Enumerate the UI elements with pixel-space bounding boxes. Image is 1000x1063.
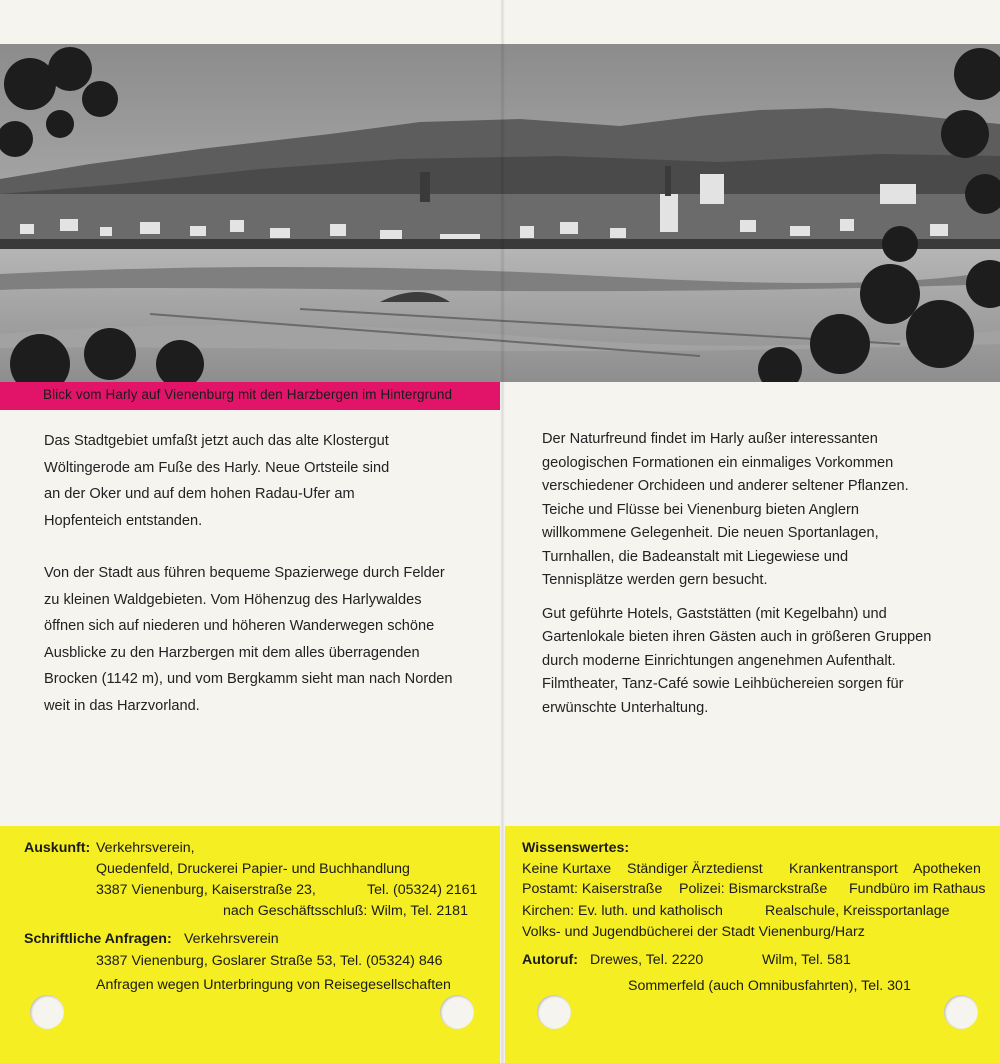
auskunft-line: 3387 Vienenburg, Kaiserstraße 23, — [96, 882, 316, 898]
text-line: willkommene Gelegenheit. Die neuen Sportanlagen, — [542, 525, 879, 541]
caption-band-gap — [500, 382, 1000, 410]
text-line: erwünschte Unterhaltung. — [542, 699, 709, 716]
punch-hole — [440, 995, 474, 1029]
autoruf-entry: Sommerfeld (auch Omnibusfahrten), Tel. 301 — [628, 978, 911, 994]
text-line: Gartenlokale bieten ihren Gästen auch in größeren Gruppen — [542, 629, 932, 645]
anfragen-label: Schriftliche Anfragen: — [24, 931, 172, 947]
text-line: Gut geführte Hotels, Gaststätten (mit Kegelbahn) und — [542, 605, 887, 622]
text-line: Tennisplätze werden gern besucht. — [542, 572, 768, 588]
text-line: Brocken (1142 m), und vom Bergkamm sieht man nach Norden — [44, 671, 453, 687]
info-item: Apotheken — [913, 861, 981, 877]
info-item: Keine Kurtaxe — [522, 861, 612, 877]
punch-hole — [30, 995, 64, 1029]
auskunft-label: Auskunft: — [24, 840, 91, 856]
wissenswertes-label: Wissenswertes: — [522, 840, 630, 856]
anfragen-line: Anfragen wegen Unterbringung von Reisegesellschaften — [96, 977, 451, 993]
autoruf-entry: Wilm, Tel. 581 — [762, 952, 851, 968]
text-line: Filmtheater, Tanz-Café sowie Leihbüchereien sorgen für — [542, 676, 904, 692]
info-item: Polizei: Bismarckstraße — [679, 881, 828, 897]
auskunft-line: nach Geschäftsschluß: Wilm, Tel. 2181 — [223, 903, 468, 919]
text-line: verschiedener Orchideen und anderer seltener Pflanzen. — [542, 478, 909, 494]
text-line: Von der Stadt aus führen bequeme Spazierwege durch Felder — [44, 565, 445, 581]
punch-hole — [944, 995, 978, 1029]
text-line: Turnhallen, die Badeanstalt mit Liegewiese und — [542, 548, 849, 565]
text-line: Hopfenteich entstanden. — [44, 512, 203, 529]
text-line: Das Stadtgebiet umfaßt jetzt auch das alte Klostergut — [44, 433, 389, 449]
text-line: Der Naturfreund findet im Harly außer interessanten — [542, 431, 878, 447]
text-line: Teiche und Flüsse bei Vienenburg bieten Anglern — [542, 501, 859, 518]
info-item: Kirchen: Ev. luth. und katholisch — [522, 903, 723, 919]
auskunft-phone: Tel. (05324) 2161 — [367, 882, 478, 898]
info-item: Volks- und Jugendbücherei der Stadt Vienenburg/Harz — [522, 924, 865, 940]
punch-hole — [537, 995, 571, 1029]
text-line: weit in das Harzvorland. — [44, 697, 200, 714]
text-line: Wöltingerode am Fuße des Harly. Neue Ortsteile sind — [44, 459, 390, 476]
info-item: Postamt: Kaiserstraße — [522, 881, 663, 897]
photo-caption: Blick vom Harly auf Vienenburg mit den Harzbergen im Hintergrund — [43, 387, 453, 402]
autoruf-entry: Drewes, Tel. 2220 — [590, 952, 704, 968]
anfragen-line: Verkehrsverein — [184, 931, 279, 947]
text-line: öffnen sich auf niederen und höheren Wanderwegen schöne — [44, 618, 435, 634]
info-item: Krankentransport — [789, 861, 898, 877]
text-line: geologischen Formationen ein einmaliges Vorkommen — [542, 454, 894, 471]
autoruf-label: Autoruf: — [522, 952, 578, 968]
page-fold — [500, 0, 505, 1063]
text-line: an der Oker und auf dem hohen Radau-Ufer am — [44, 486, 355, 502]
info-item: Fundbüro im Rathaus — [849, 881, 986, 897]
anfragen-line: 3387 Vienenburg, Goslarer Straße 53, Tel. (05324) 846 — [96, 953, 443, 969]
text-line: Ausblicke zu den Harzbergen mit dem alles überragenden — [44, 644, 420, 661]
info-item: Realschule, Kreissportanlage — [765, 903, 950, 919]
text-line: zu kleinen Waldgebieten. Vom Höhenzug des Harlywaldes — [44, 591, 422, 608]
text-line: durch moderne Einrichtungen angenehmen Aufenthalt. — [542, 652, 896, 669]
auskunft-line: Verkehrsverein, — [96, 840, 195, 856]
auskunft-line: Quedenfeld, Druckerei Papier- und Buchhandlung — [96, 861, 410, 877]
info-item: Ständiger Ärztedienst — [627, 861, 763, 877]
left-text-column — [44, 428, 494, 719]
right-text-column — [542, 428, 982, 720]
